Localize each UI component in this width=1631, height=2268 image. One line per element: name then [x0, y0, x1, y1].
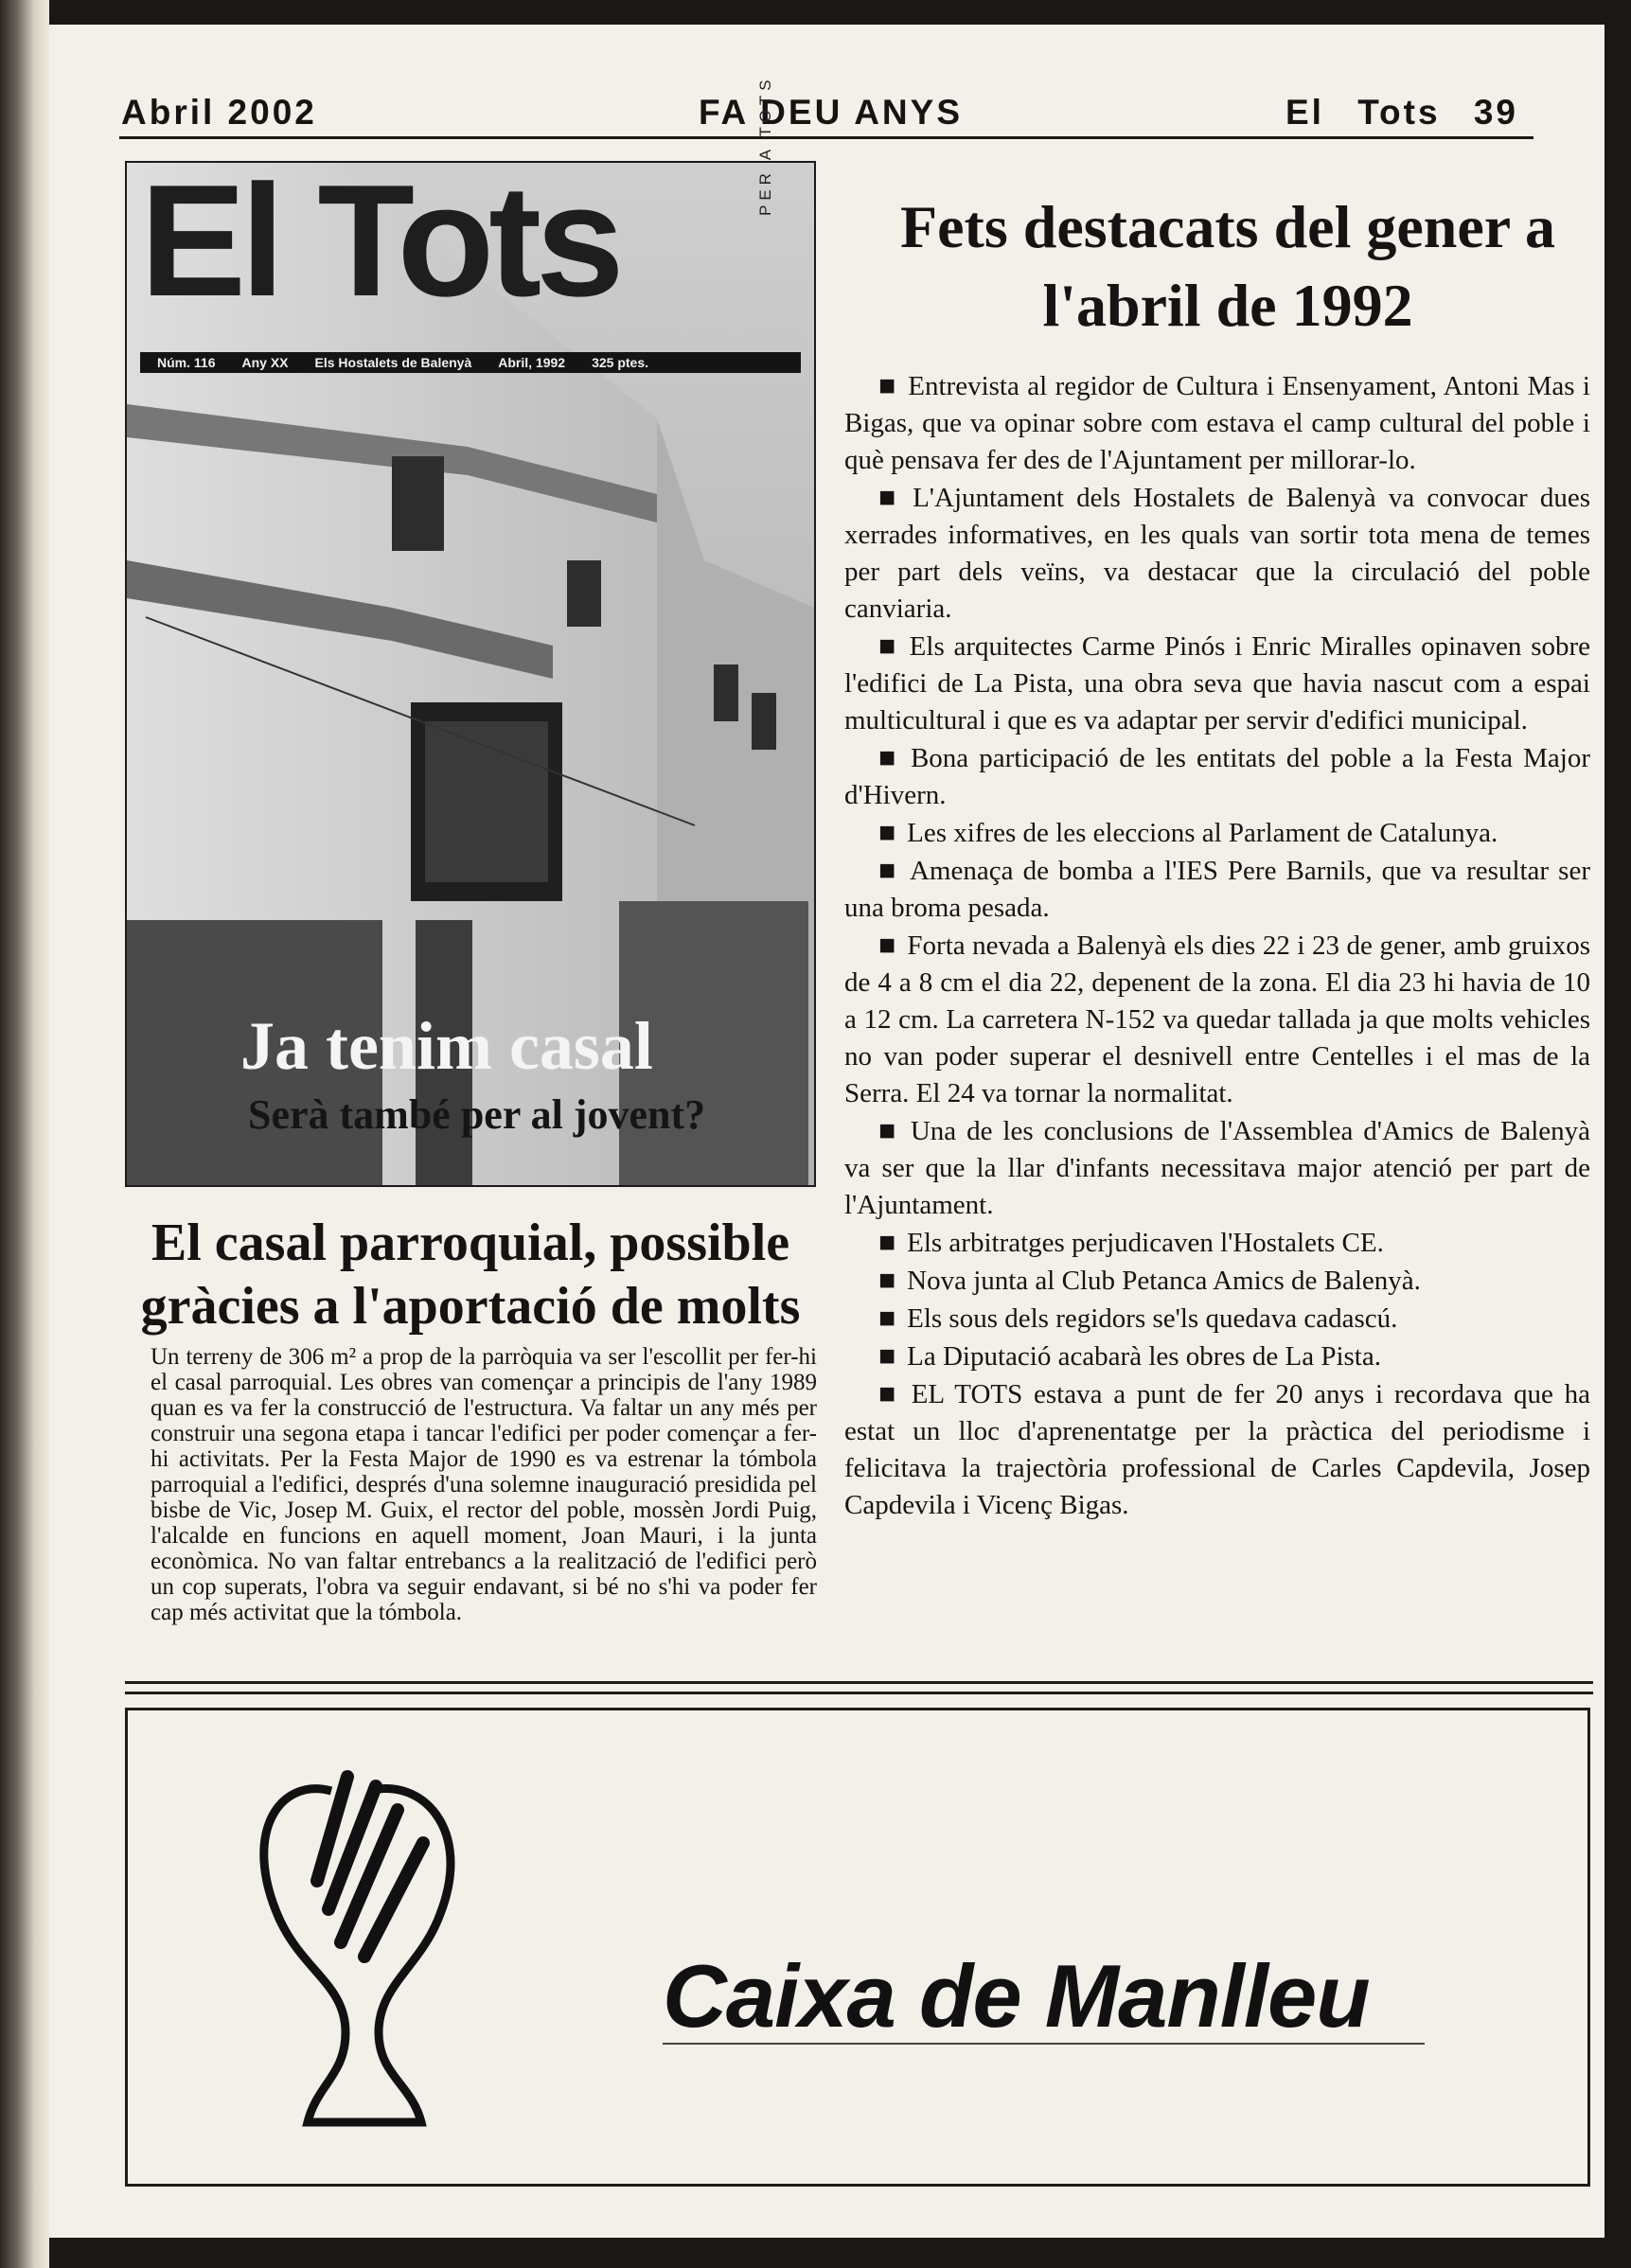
list-item: ■ La Diputació acabarà les obres de La Pista.	[844, 1338, 1590, 1375]
list-item: ■ Entrevista al regidor de Cultura i Ensenyament, Antoni Mas i Bigas, que va opinar sobre com estava el camp cultural del poble i què pensava fer des de l'Ajuntament per millorar-lo.	[844, 367, 1590, 479]
magazine-page	[49, 25, 1604, 2238]
list-item: ■ EL TOTS estava a punt de fer 20 anys i recordava que ha estat un lloc d'aprenentatge per la pràctica del periodisme i felicitava la trajectòria professional de Carles Capdevila, Josep Capdevila i Vicenç Bigas.	[844, 1375, 1590, 1524]
list-item: ■ Els arquitectes Carme Pinós i Enric Miralles opinaven sobre l'edifici de La Pista, una obra seva que havia nascut com a espai multicultural i que es va adaptar per servir d'edifici municipal.	[844, 628, 1590, 739]
header-publication	[1285, 93, 1518, 133]
section-divider	[125, 1681, 1593, 1694]
list-item: ■ Els arbitratges perjudicaven l'Hostalets CE.	[844, 1224, 1590, 1262]
cover-headline: Ja tenim casal	[240, 1008, 653, 1084]
cover-issue-date: Abril, 1992	[498, 355, 566, 370]
list-item: ■ Nova junta al Club Petanca Amics de Balenyà.	[844, 1262, 1590, 1300]
cover-vertical-text: PER A TOTS	[756, 75, 774, 216]
page-header	[119, 95, 1533, 139]
header-date: Abril 2002	[121, 93, 317, 132]
list-item: ■ Una de les conclusions de l'Assemblea d'Amics de Balenyà va ser que la llar d'infants necessitava major atenció per part de l'Ajuntament.	[844, 1112, 1590, 1224]
list-item: ■ Els sous dels regidors se'ls quedava cadascú.	[844, 1300, 1590, 1338]
right-article-title: Fets destacats del gener a l'abril de 1992	[900, 193, 1555, 339]
cover-issue-number: Núm. 116	[157, 355, 216, 370]
header-page-number: 39	[1473, 93, 1518, 132]
cover-issue-price: 325 ptes.	[592, 355, 649, 370]
cover-issue-bar	[140, 352, 801, 373]
cover-subheadline: Serà també per al jovent?	[248, 1091, 706, 1138]
list-item: ■ Bona participació de les entitats del poble a la Festa Major d'Hivern.	[844, 739, 1590, 814]
book-spine	[0, 0, 49, 2268]
cover-logo: El Tots	[140, 151, 619, 329]
cover-issue-year: Any XX	[241, 355, 289, 370]
list-item: ■ Les xifres de les eleccions al Parlament de Catalunya.	[844, 814, 1590, 852]
header-section: FA DEU ANYS	[699, 93, 964, 132]
list-item: ■ L'Ajuntament dels Hostalets de Balenyà va convocar dues xerrades informatives, en les quals van sortir tota mena de temes per part dels veïns, va destacar que la circulació del poble canviaria.	[844, 479, 1590, 628]
list-item: ■ Amenaça de bomba a l'IES Pere Barnils, que va resultar ser una broma pesada.	[844, 852, 1590, 927]
header-publication-name: El Tots	[1285, 93, 1441, 132]
highlights-list	[844, 367, 1590, 1524]
advertisement-box	[125, 1708, 1590, 2187]
cover-issue-town: Els Hostalets de Balenyà	[314, 355, 472, 370]
left-article-body: Un terreny de 306 m² a prop de la parròquia va ser l'escollit per fer-hi el casal parroquial. Les obres van començar a principis de l'any 1989 quan es va fer la construcció de l'estructura. Va faltar un any més per construir una segona etapa i tancar l'edifici per poder començar a fer-hi activitats. Per la Festa Major de 1990 es va estrenar la tómbola parroquial a l'edifici, després d'una solemne inauguració presidida pel bisbe de Vic, Josep M. Guix, el rector del poble, mossèn Jordi Puig, l'alcalde en funcions en aquell moment, Joan Mauri, i la junta econòmica. No van faltar entrebancs a la realització de l'edifici però un cop superats, l'obra va seguir endavant, si bé no s'hi va poder fer cap més activitat que la tómbola.	[151, 1344, 817, 1625]
list-item: ■ Forta nevada a Balenyà els dies 22 i 23 de gener, amb gruixos de 4 a 8 cm el dia 22, depenent de la zona. El dia 23 hi havia de 10 a 12 cm. La carretera N-152 va quedar tallada ja que molts vehicles no van poder superar el desnivell entre Centelles i el mas de la Serra. El 24 va tornar la normalitat.	[844, 927, 1590, 1112]
advertiser-name: Caixa de Manlleu	[663, 1946, 1370, 2046]
left-article-title: El casal parroquial, possible gràcies a l'aportació de molts	[140, 1214, 801, 1336]
